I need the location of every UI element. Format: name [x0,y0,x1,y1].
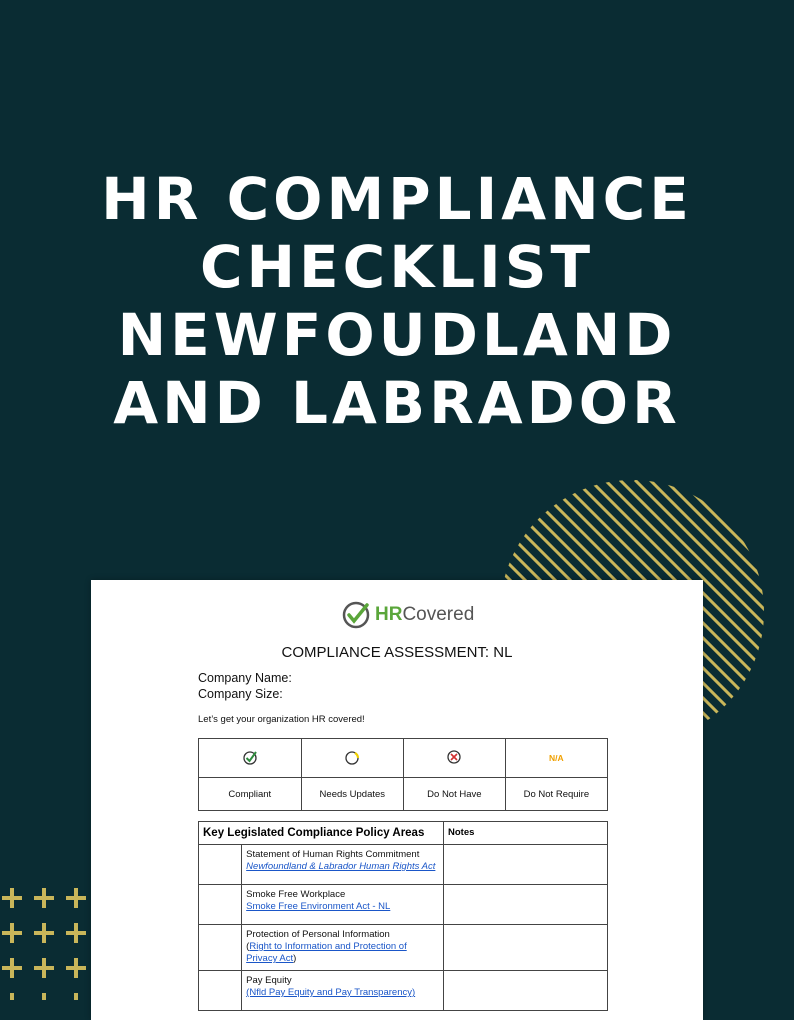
notes-cell [444,925,608,971]
policy-area-header: Key Legislated Compliance Policy Areas [199,822,444,845]
logo-prefix: HR [375,604,403,625]
policy-item [242,971,444,1011]
policy-item [242,845,444,885]
x-circle-icon [446,749,462,765]
legend-cell [301,739,403,778]
plus-bar [10,888,14,908]
legend-label: Do Not Require [505,778,607,811]
stripe-line [740,480,794,725]
notes-header: Notes [444,822,608,845]
plus-bar [42,993,46,1000]
legislation-link[interactable]: Smoke Free Environment Act - NL [246,901,391,912]
legislation-link[interactable]: Right to Information and Protection of Privacy Act [246,941,407,964]
status-cell [199,885,242,925]
table-row [199,885,608,925]
stripe-line [785,480,794,725]
status-cell [199,971,242,1011]
plus-bar [42,888,46,908]
company-size-label: Company Size: [198,687,283,701]
legend-cell [505,739,607,778]
headline-line: CHECKLIST [199,233,595,301]
table-row [199,845,608,885]
headline-line: AND LABRADOR [113,369,681,437]
check-circle-icon [242,749,258,765]
headline-line: HR COMPLIANCE [101,165,693,233]
plus-bar [74,958,78,978]
plus-bar [42,958,46,978]
paren-open: ( [246,941,250,952]
policy-title: Protection of Personal Information [246,929,390,940]
stripe-line [755,480,794,725]
company-name-label: Company Name: [198,671,292,685]
table-row [199,971,608,1011]
policy-title: Pay Equity [246,975,292,986]
legislation-link[interactable]: (Nfld Pay Equity and Pay Transparency) [246,987,416,998]
na-icon-text: N/A [549,752,564,763]
logo-suffix: Covered [402,604,475,625]
status-legend-table [198,738,608,811]
hrcovered-logo [341,600,474,630]
plus-bar [10,958,14,978]
tagline: Let’s get your organization HR covered! [198,714,365,725]
plus-bar [10,993,14,1000]
stripe-line [770,480,794,725]
policy-areas-table [198,821,608,1011]
policy-item [242,925,444,971]
checklist-document-preview [91,580,703,1020]
policy-title: Statement of Human Rights Commitment [246,849,420,860]
legend-cell [403,739,505,778]
policy-title: Smoke Free Workplace [246,889,346,900]
status-cell [199,925,242,971]
legend-label: Do Not Have [403,778,505,811]
legislation-link[interactable]: Newfoundland & Labrador Human Rights Act [246,861,436,872]
document-title: COMPLIANCE ASSESSMENT: NL [281,644,513,661]
legend-label: Compliant [199,778,302,811]
headline-line: NEWFOUDLAND [117,301,677,369]
plus-bar [74,923,78,943]
plus-pattern-decoration [0,884,90,1000]
table-row [199,925,608,971]
status-cell [199,845,242,885]
headline [0,165,794,437]
check-circle-logo-icon [341,600,371,630]
plus-bar [74,888,78,908]
yellow-circle-icon [344,749,360,765]
plus-bar [42,923,46,943]
notes-cell [444,885,608,925]
legend-cell [199,739,302,778]
policy-item [242,885,444,925]
notes-cell [444,845,608,885]
plus-bar [74,993,78,1000]
plus-bar [10,923,14,943]
notes-cell [444,971,608,1011]
legend-label: Needs Updates [301,778,403,811]
paren-close: ) [293,953,297,964]
